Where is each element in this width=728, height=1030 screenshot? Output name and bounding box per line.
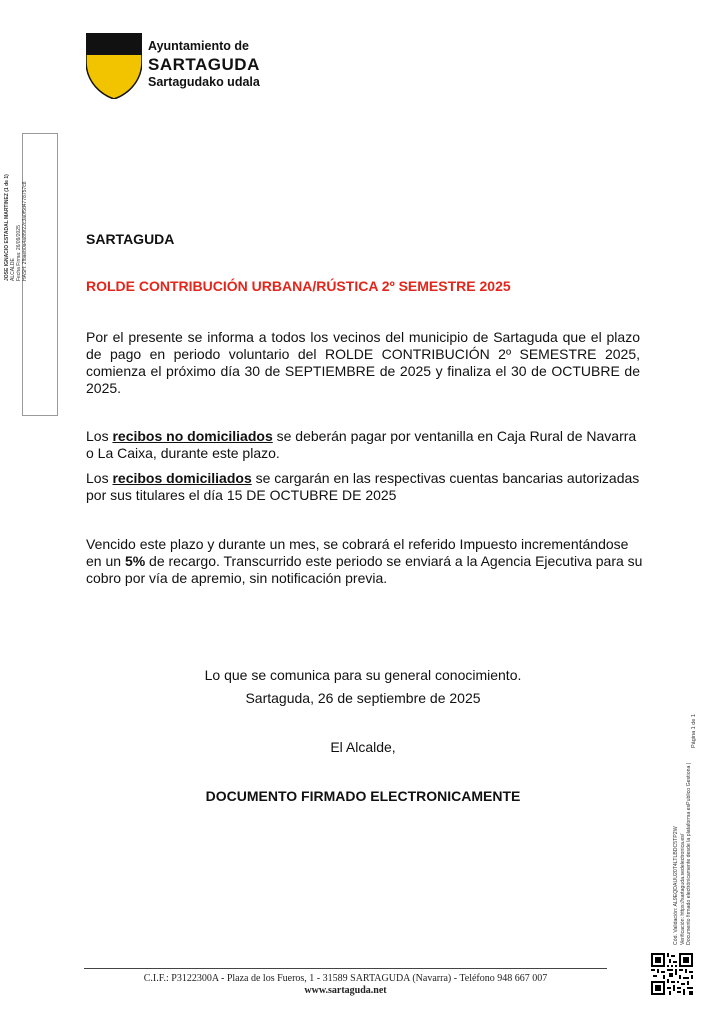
stamp-signer: JOSE IGNACIO ESTADAL MARTINEZ (1 de 1) [4,174,10,281]
qr-code-icon [651,953,693,995]
closing-line: Lo que se comunica para su general conocimiento. [204,667,522,683]
stamp-date: Fecha Firma: 26/09/2025 [16,225,22,281]
p2-post: se deberán pagar por ventanilla en Caja Rural de Navarra o La Caixa, durante este plazo. [86,428,637,461]
verification-url: Verificación: https://sartaguda.sedelectronica.es/ [679,833,686,945]
institution-line-3: Sartagudako udala [148,74,260,89]
coat-of-arms-logo [86,33,142,99]
stamp-role: ALCALDE [10,258,16,281]
footer-address: C.I.F.: P3122300A - Plaza de los Fueros, 1 - 31589 SARTAGUDA (Navarra) - Teléfono 948 667 007 [143,973,548,984]
institution-line-2: SARTAGUDA [148,54,260,74]
signature-stamp-text [4,5,32,281]
paragraph-4 [86,536,646,587]
place-date: Sartaguda, 26 de septiembre de 2025 [245,690,481,706]
p3-emphasis: recibos domiciliados [112,470,252,486]
footer-rule [84,968,607,969]
paragraph-3 [86,470,646,504]
p4-post: de recargo. Transcurrido este periodo se enviará a la Agencia Ejecutiva para su cobro por vía de apremio, sin notificación previa. [86,553,643,586]
p3-pre: Los [86,470,113,486]
p2-emphasis: recibos no domiciliados [112,428,273,444]
stamp-hash: HASH: 2fbaeb0a4a8f9f22c3a0f5d4778757c8 [22,181,28,281]
p3-post: se cargarán en las respectivas cuentas bancarias autorizadas por sus titulares el día 15 DE OCTUBRE DE 2025 [86,470,640,503]
signed-notice: DOCUMENTO FIRMADO ELECTRONICAMENTE [205,788,521,804]
paragraph-2 [86,428,646,462]
institution-name [148,40,260,88]
p4-emphasis: 5% [124,553,146,569]
p4-pre: Vencido este plazo y durante un mes, se cobrará el referido Impuesto incrementándose en un [86,536,629,569]
paragraph-1: Por el presente se informa a todos los vecinos del municipio de Sartaguda que el plazo de pago en periodo voluntario del ROLDE CONTRIBUCIÓN 2º SEMESTRE 2025, comienza el próximo día 30 de SEPTIEMBRE de 2025 y finaliza el 30 de OCTUBRE de 2025. [86,329,640,396]
footer-website: www.sartaguda.net [304,985,387,996]
verification-platform: Documento firmado electrónicamente desde la plataforma esPublico Gestiona | [686,762,692,945]
verification-code: Cód. Validación: AL9EQDAUU20T4LTLBDC5TP2W [673,826,679,945]
town-heading: SARTAGUDA [86,231,175,247]
document-title: ROLDE CONTRIBUCIÓN URBANA/RÚSTICA 2º SEMESTRE 2025 [86,278,511,294]
signer-title: El Alcalde, [330,739,396,755]
page-number: Página 1 de 1 [691,714,697,748]
p2-pre: Los [86,428,113,444]
institution-line-1: Ayuntamiento de [148,39,249,53]
